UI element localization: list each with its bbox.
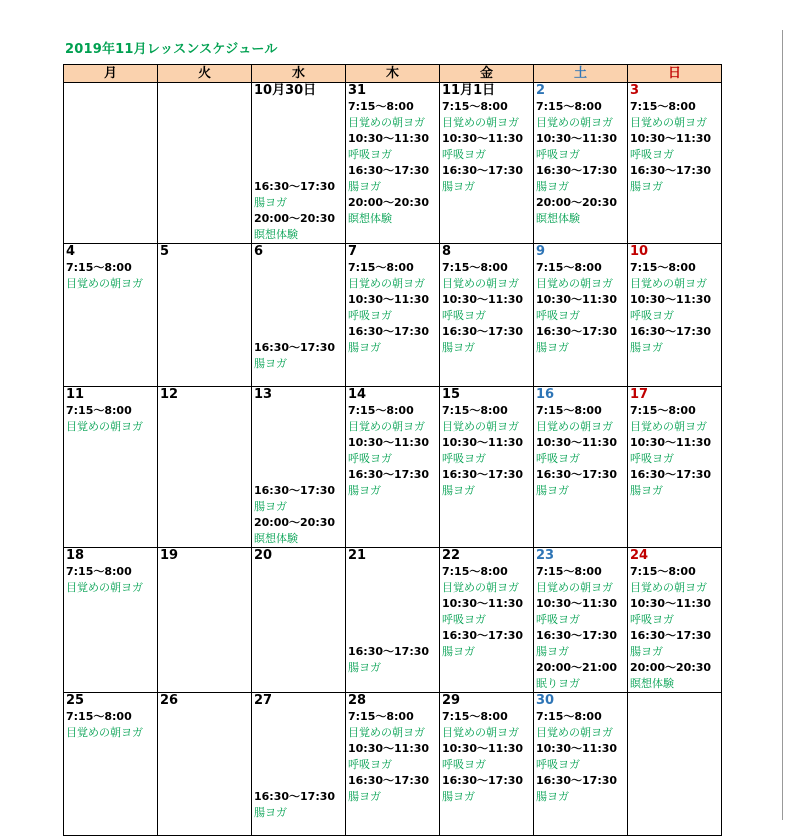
session-name: 瞑想体験 xyxy=(254,532,298,545)
line-spacer xyxy=(254,403,345,419)
session-name: 目覚めの朝ヨガ xyxy=(630,116,707,129)
session-time: 10:30～11:30 xyxy=(630,132,712,145)
weekday-mon: 月 xyxy=(64,65,158,83)
session-name: 腸ヨガ xyxy=(348,661,381,674)
day-cell-content xyxy=(160,244,251,386)
day-cell-content xyxy=(160,83,251,243)
session-time: 7:15～8:00 xyxy=(348,261,414,274)
session-name: 呼吸ヨガ xyxy=(630,309,674,322)
day-number: 15 xyxy=(442,387,461,402)
day-number: 11 xyxy=(66,387,85,402)
day-number: 6 xyxy=(254,244,264,259)
line-spacer xyxy=(254,163,345,179)
session-name: 目覚めの朝ヨガ xyxy=(536,726,613,739)
weekday-header-row xyxy=(64,65,722,83)
line-spacer xyxy=(348,628,439,644)
day-number: 4 xyxy=(66,244,76,259)
week-row xyxy=(64,548,722,693)
session-time: 10:30～11:30 xyxy=(536,132,618,145)
session-time: 10:30～11:30 xyxy=(442,293,524,306)
session-name: 目覚めの朝ヨガ xyxy=(348,726,425,739)
session-time: 10:30～11:30 xyxy=(348,436,430,449)
session-time: 16:30～17:30 xyxy=(630,164,712,177)
week-row xyxy=(64,387,722,548)
session-name: 腸ヨガ xyxy=(348,790,381,803)
day-number: 7 xyxy=(348,244,358,259)
session-name: 呼吸ヨガ xyxy=(348,758,392,771)
day-cell-content xyxy=(160,387,251,547)
session-name: 呼吸ヨガ xyxy=(442,613,486,626)
session-time: 20:00～20:30 xyxy=(630,661,712,674)
line-spacer xyxy=(254,451,345,467)
day-number: 26 xyxy=(160,693,179,708)
day-cell xyxy=(346,83,440,244)
day-cell xyxy=(158,387,252,548)
session-time: 7:15～8:00 xyxy=(536,404,602,417)
session-time: 10:30～11:30 xyxy=(536,742,618,755)
day-cell xyxy=(440,387,534,548)
line-spacer xyxy=(254,99,345,115)
session-time: 16:30～17:30 xyxy=(254,484,336,497)
day-cell xyxy=(158,548,252,693)
session-time: 10:30～11:30 xyxy=(442,436,524,449)
day-cell xyxy=(534,83,628,244)
session-time: 16:30～17:30 xyxy=(536,774,618,787)
session-name: 腸ヨガ xyxy=(630,484,663,497)
day-cell xyxy=(534,387,628,548)
day-cell-content xyxy=(630,244,721,386)
session-time: 10:30～11:30 xyxy=(536,293,618,306)
session-name: 目覚めの朝ヨガ xyxy=(536,420,613,433)
weekday-sat: 土 xyxy=(534,65,628,83)
day-cell-content xyxy=(66,244,157,386)
session-time: 16:30～17:30 xyxy=(442,164,524,177)
line-spacer xyxy=(254,757,345,773)
session-name: 腸ヨガ xyxy=(442,180,475,193)
weekday-tue: 火 xyxy=(158,65,252,83)
day-cell xyxy=(346,244,440,387)
day-number: 10月30日 xyxy=(254,83,317,98)
day-cell-content xyxy=(630,387,721,547)
line-spacer xyxy=(254,435,345,451)
session-time: 7:15～8:00 xyxy=(630,100,696,113)
session-name: 目覚めの朝ヨガ xyxy=(66,581,143,594)
session-name: 呼吸ヨガ xyxy=(348,309,392,322)
session-name: 腸ヨガ xyxy=(536,341,569,354)
session-time: 16:30～17:30 xyxy=(536,164,618,177)
day-cell-content xyxy=(442,244,533,386)
day-number: 14 xyxy=(348,387,367,402)
line-spacer xyxy=(254,276,345,292)
line-spacer xyxy=(254,773,345,789)
session-time: 20:00～20:30 xyxy=(254,212,336,225)
day-cell-content xyxy=(348,387,439,547)
session-name: 目覚めの朝ヨガ xyxy=(348,420,425,433)
session-time: 7:15～8:00 xyxy=(348,710,414,723)
line-spacer xyxy=(254,147,345,163)
session-name: 腸ヨガ xyxy=(442,790,475,803)
session-name: 腸ヨガ xyxy=(254,500,287,513)
session-time: 16:30～17:30 xyxy=(442,774,524,787)
day-cell-content xyxy=(66,387,157,547)
day-cell xyxy=(64,83,158,244)
line-spacer xyxy=(254,260,345,276)
session-time: 7:15～8:00 xyxy=(442,100,508,113)
day-cell xyxy=(158,693,252,836)
day-cell-content xyxy=(66,83,157,243)
session-time: 7:15～8:00 xyxy=(66,565,132,578)
day-cell xyxy=(628,693,722,836)
day-number: 30 xyxy=(536,693,555,708)
day-cell xyxy=(252,693,346,836)
session-time: 20:00～20:30 xyxy=(536,196,618,209)
session-time: 10:30～11:30 xyxy=(442,742,524,755)
session-time: 7:15～8:00 xyxy=(442,565,508,578)
session-name: 目覚めの朝ヨガ xyxy=(630,581,707,594)
session-time: 16:30～17:30 xyxy=(348,645,430,658)
session-name: 呼吸ヨガ xyxy=(442,758,486,771)
day-cell xyxy=(64,244,158,387)
day-number: 28 xyxy=(348,693,367,708)
session-time: 16:30～17:30 xyxy=(348,164,430,177)
day-cell-content xyxy=(536,244,627,386)
session-time: 16:30～17:30 xyxy=(536,468,618,481)
day-cell-content xyxy=(348,693,439,835)
session-time: 10:30～11:30 xyxy=(536,597,618,610)
session-time: 7:15～8:00 xyxy=(442,261,508,274)
session-time: 16:30～17:30 xyxy=(348,774,430,787)
week-row xyxy=(64,693,722,836)
day-number: 5 xyxy=(160,244,170,259)
session-time: 7:15～8:00 xyxy=(66,404,132,417)
day-cell-content xyxy=(66,548,157,692)
session-name: 眠りヨガ xyxy=(536,677,580,690)
session-time: 16:30～17:30 xyxy=(630,468,712,481)
day-cell xyxy=(440,244,534,387)
calendar-body xyxy=(64,83,722,836)
session-time: 16:30～17:30 xyxy=(630,325,712,338)
session-time: 16:30～17:30 xyxy=(254,180,336,193)
session-time: 7:15～8:00 xyxy=(442,710,508,723)
session-time: 7:15～8:00 xyxy=(348,404,414,417)
session-time: 10:30～11:30 xyxy=(348,132,430,145)
session-name: 腸ヨガ xyxy=(630,645,663,658)
session-name: 瞑想体験 xyxy=(348,212,392,225)
day-number: 29 xyxy=(442,693,461,708)
session-name: 目覚めの朝ヨガ xyxy=(66,277,143,290)
day-cell-content xyxy=(536,387,627,547)
session-time: 7:15～8:00 xyxy=(66,710,132,723)
day-number: 13 xyxy=(254,387,273,402)
session-time: 20:00～20:30 xyxy=(348,196,430,209)
session-time: 20:00～20:30 xyxy=(254,516,336,529)
session-name: 腸ヨガ xyxy=(536,180,569,193)
day-number: 25 xyxy=(66,693,85,708)
line-spacer xyxy=(254,115,345,131)
session-time: 7:15～8:00 xyxy=(536,565,602,578)
day-number: 11月1日 xyxy=(442,83,496,98)
day-cell-content xyxy=(630,83,721,243)
day-cell xyxy=(64,548,158,693)
session-time: 16:30～17:30 xyxy=(442,629,524,642)
session-name: 目覚めの朝ヨガ xyxy=(66,420,143,433)
session-name: 呼吸ヨガ xyxy=(442,452,486,465)
day-cell xyxy=(252,387,346,548)
session-time: 16:30～17:30 xyxy=(442,325,524,338)
day-cell-content xyxy=(442,548,533,692)
session-name: 目覚めの朝ヨガ xyxy=(442,277,519,290)
day-number: 21 xyxy=(348,548,367,563)
session-name: 目覚めの朝ヨガ xyxy=(536,277,613,290)
session-name: 呼吸ヨガ xyxy=(630,148,674,161)
day-cell-content xyxy=(442,693,533,835)
session-name: 腸ヨガ xyxy=(348,341,381,354)
session-name: 腸ヨガ xyxy=(348,484,381,497)
day-cell xyxy=(440,83,534,244)
day-cell xyxy=(158,83,252,244)
session-time: 7:15～8:00 xyxy=(66,261,132,274)
session-name: 腸ヨガ xyxy=(630,180,663,193)
schedule-title: 2019年11月レッスンスケジュール xyxy=(65,42,278,57)
session-name: 目覚めの朝ヨガ xyxy=(348,116,425,129)
session-name: 目覚めの朝ヨガ xyxy=(630,277,707,290)
session-name: 呼吸ヨガ xyxy=(536,148,580,161)
day-number xyxy=(160,83,251,99)
day-cell xyxy=(534,693,628,836)
session-name: 目覚めの朝ヨガ xyxy=(442,420,519,433)
day-cell-content xyxy=(160,693,251,835)
day-cell-content xyxy=(630,693,721,835)
day-cell-content xyxy=(254,693,345,835)
day-number: 27 xyxy=(254,693,273,708)
line-spacer xyxy=(254,741,345,757)
session-name: 腸ヨガ xyxy=(536,645,569,658)
session-time: 16:30～17:30 xyxy=(630,629,712,642)
day-cell-content xyxy=(442,387,533,547)
day-cell-content xyxy=(160,548,251,692)
line-spacer xyxy=(348,596,439,612)
day-number: 8 xyxy=(442,244,452,259)
day-cell-content xyxy=(630,548,721,692)
day-cell xyxy=(534,548,628,693)
session-time: 16:30～17:30 xyxy=(536,325,618,338)
session-name: 腸ヨガ xyxy=(442,341,475,354)
session-name: 瞑想体験 xyxy=(254,228,298,241)
day-cell xyxy=(64,693,158,836)
line-spacer xyxy=(254,725,345,741)
session-time: 10:30～11:30 xyxy=(442,132,524,145)
session-name: 腸ヨガ xyxy=(254,806,287,819)
session-time: 7:15～8:00 xyxy=(536,710,602,723)
day-cell-content xyxy=(66,693,157,835)
session-time: 7:15～8:00 xyxy=(536,100,602,113)
session-time: 16:30～17:30 xyxy=(442,468,524,481)
day-number xyxy=(66,83,157,99)
session-time: 10:30～11:30 xyxy=(348,742,430,755)
weekday-thu: 木 xyxy=(346,65,440,83)
weekday-sun: 日 xyxy=(628,65,722,83)
session-time: 7:15～8:00 xyxy=(348,100,414,113)
day-number: 12 xyxy=(160,387,179,402)
session-name: 呼吸ヨガ xyxy=(536,613,580,626)
day-number: 31 xyxy=(348,83,367,98)
day-cell-content xyxy=(254,387,345,547)
session-name: 呼吸ヨガ xyxy=(348,148,392,161)
line-spacer xyxy=(348,612,439,628)
session-time: 10:30～11:30 xyxy=(536,436,618,449)
session-name: 腸ヨガ xyxy=(254,196,287,209)
line-spacer xyxy=(254,467,345,483)
line-spacer xyxy=(254,292,345,308)
day-number: 19 xyxy=(160,548,179,563)
session-name: 呼吸ヨガ xyxy=(442,148,486,161)
day-number: 18 xyxy=(66,548,85,563)
session-name: 呼吸ヨガ xyxy=(348,452,392,465)
line-spacer xyxy=(348,564,439,580)
day-cell xyxy=(346,693,440,836)
session-name: 瞑想体験 xyxy=(536,212,580,225)
week-row xyxy=(64,244,722,387)
session-time: 10:30～11:30 xyxy=(630,293,712,306)
day-cell-content xyxy=(254,83,345,243)
session-time: 7:15～8:00 xyxy=(630,404,696,417)
day-cell xyxy=(346,548,440,693)
day-cell xyxy=(252,83,346,244)
line-spacer xyxy=(254,709,345,725)
day-number: 22 xyxy=(442,548,461,563)
session-name: 腸ヨガ xyxy=(254,357,287,370)
session-time: 10:30～11:30 xyxy=(348,293,430,306)
session-time: 10:30～11:30 xyxy=(630,436,712,449)
session-name: 呼吸ヨガ xyxy=(630,452,674,465)
day-cell-content xyxy=(348,548,439,692)
weekday-fri: 金 xyxy=(440,65,534,83)
session-name: 呼吸ヨガ xyxy=(536,758,580,771)
day-cell-content xyxy=(442,83,533,243)
session-name: 目覚めの朝ヨガ xyxy=(442,581,519,594)
day-cell xyxy=(252,548,346,693)
day-cell-content xyxy=(254,548,345,692)
line-spacer xyxy=(254,419,345,435)
session-name: 瞑想体験 xyxy=(630,677,674,690)
day-number: 23 xyxy=(536,548,555,563)
day-number: 2 xyxy=(536,83,546,98)
day-cell xyxy=(534,244,628,387)
session-name: 呼吸ヨガ xyxy=(536,452,580,465)
day-cell xyxy=(158,244,252,387)
session-time: 7:15～8:00 xyxy=(536,261,602,274)
session-name: 呼吸ヨガ xyxy=(442,309,486,322)
day-number: 24 xyxy=(630,548,649,563)
session-name: 呼吸ヨガ xyxy=(536,309,580,322)
day-number xyxy=(630,693,721,709)
session-time: 7:15～8:00 xyxy=(630,261,696,274)
session-name: 目覚めの朝ヨガ xyxy=(442,116,519,129)
day-cell xyxy=(628,83,722,244)
session-name: 目覚めの朝ヨガ xyxy=(630,420,707,433)
day-cell xyxy=(252,244,346,387)
session-name: 腸ヨガ xyxy=(536,790,569,803)
session-name: 目覚めの朝ヨガ xyxy=(348,277,425,290)
session-time: 16:30～17:30 xyxy=(254,341,336,354)
day-number: 20 xyxy=(254,548,273,563)
session-name: 腸ヨガ xyxy=(630,341,663,354)
day-cell xyxy=(440,693,534,836)
day-number: 10 xyxy=(630,244,649,259)
session-time: 16:30～17:30 xyxy=(348,325,430,338)
day-cell-content xyxy=(254,244,345,386)
session-time: 16:30～17:30 xyxy=(536,629,618,642)
day-cell-content xyxy=(536,83,627,243)
day-cell-content xyxy=(348,244,439,386)
session-name: 呼吸ヨガ xyxy=(630,613,674,626)
session-time: 20:00～21:00 xyxy=(536,661,618,674)
line-spacer xyxy=(254,324,345,340)
session-time: 16:30～17:30 xyxy=(254,790,336,803)
day-number: 17 xyxy=(630,387,649,402)
line-spacer xyxy=(348,580,439,596)
session-time: 10:30～11:30 xyxy=(442,597,524,610)
session-name: 目覚めの朝ヨガ xyxy=(442,726,519,739)
day-cell xyxy=(346,387,440,548)
session-name: 目覚めの朝ヨガ xyxy=(536,116,613,129)
session-time: 7:15～8:00 xyxy=(442,404,508,417)
day-cell xyxy=(628,244,722,387)
day-cell xyxy=(440,548,534,693)
day-cell xyxy=(64,387,158,548)
day-cell xyxy=(628,387,722,548)
day-number: 16 xyxy=(536,387,555,402)
week-row xyxy=(64,83,722,244)
session-name: 腸ヨガ xyxy=(348,180,381,193)
session-name: 目覚めの朝ヨガ xyxy=(66,726,143,739)
session-time: 7:15～8:00 xyxy=(630,565,696,578)
session-name: 腸ヨガ xyxy=(442,645,475,658)
day-cell-content xyxy=(348,83,439,243)
day-number: 9 xyxy=(536,244,546,259)
day-cell-content xyxy=(536,693,627,835)
line-spacer xyxy=(254,131,345,147)
line-spacer xyxy=(254,308,345,324)
session-name: 腸ヨガ xyxy=(442,484,475,497)
calendar-table xyxy=(63,64,722,836)
day-cell xyxy=(628,548,722,693)
weekday-wed: 水 xyxy=(252,65,346,83)
page-edge-line xyxy=(782,30,783,820)
session-name: 腸ヨガ xyxy=(536,484,569,497)
session-time: 10:30～11:30 xyxy=(630,597,712,610)
session-time: 16:30～17:30 xyxy=(348,468,430,481)
day-cell-content xyxy=(536,548,627,692)
day-number: 3 xyxy=(630,83,640,98)
session-name: 目覚めの朝ヨガ xyxy=(536,581,613,594)
